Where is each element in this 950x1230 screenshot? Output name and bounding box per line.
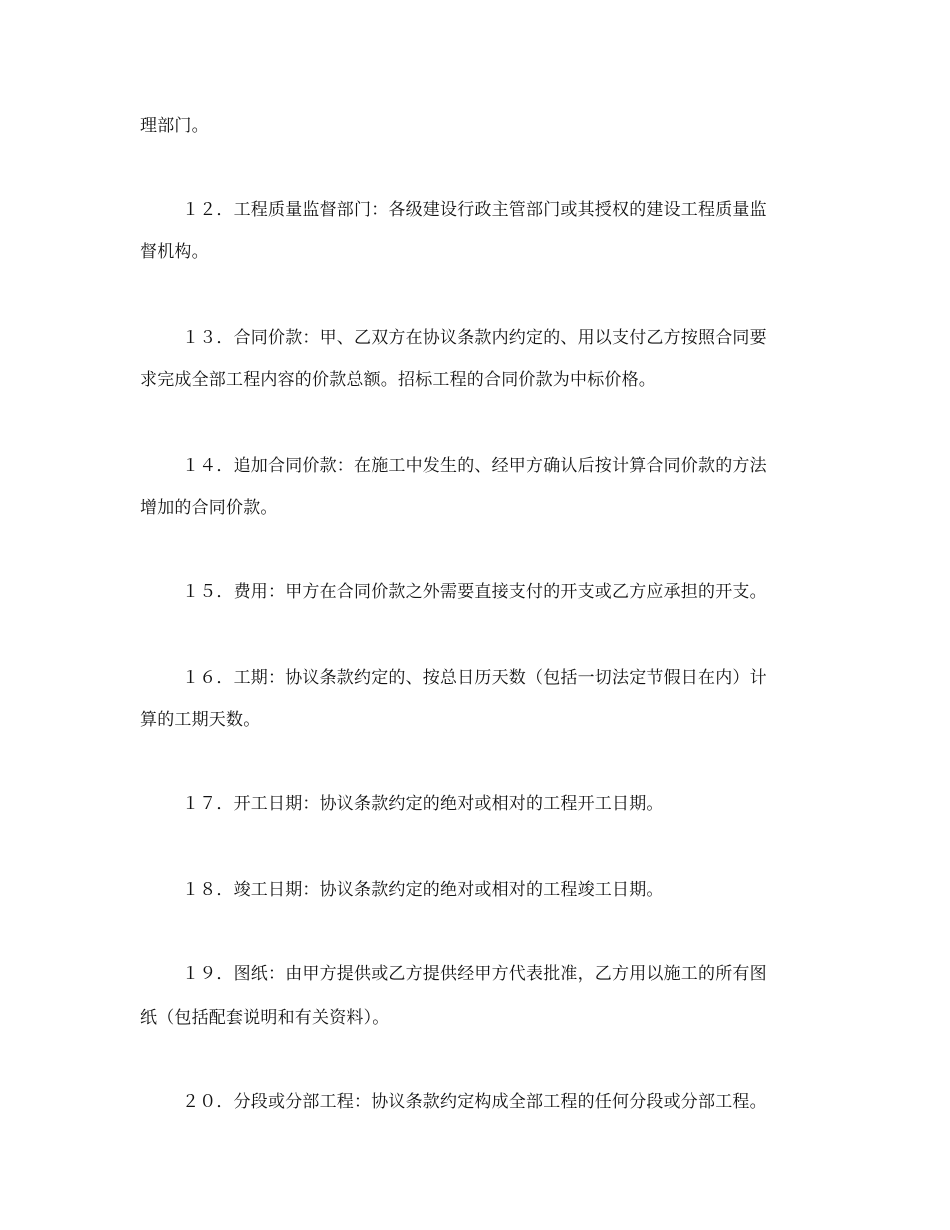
clause-16-line-1 xyxy=(182,666,832,690)
clause-text: ．追加合同价款：在施工中发生的、经甲方确认后按计算合同价款的方法 xyxy=(216,456,767,476)
clause-14-line-1 xyxy=(182,454,832,478)
clause-16-line-2: 算的工期天数。 xyxy=(140,710,261,730)
clause-19-line-2: 纸（包括配套说明和有关资料）。 xyxy=(140,1008,390,1028)
clause-17-line-1 xyxy=(182,792,832,816)
clause-text: ．图纸：由甲方提供或乙方提供经甲方代表批准，乙方用以施工的所有图 xyxy=(216,964,767,984)
clause-number: １７ xyxy=(182,794,217,814)
clause-15-line-1 xyxy=(182,580,832,604)
clause-text: ．合同价款：甲、乙双方在协议条款内约定的、用以支付乙方按照合同要 xyxy=(216,328,767,348)
clause-number: １６ xyxy=(182,668,217,688)
clause-18-line-1 xyxy=(182,878,832,902)
clause-number: １３ xyxy=(182,328,217,348)
clause-12-line-1 xyxy=(182,198,832,222)
clause-text: ．开工日期：协议条款约定的绝对或相对的工程开工日期。 xyxy=(216,794,664,814)
clause-number: １２ xyxy=(182,200,217,220)
clause-text: ．竣工日期：协议条款约定的绝对或相对的工程竣工日期。 xyxy=(216,880,664,900)
clause-number: １５ xyxy=(182,582,217,602)
clause-number: １８ xyxy=(182,880,217,900)
clause-number: ２０ xyxy=(182,1092,217,1112)
clause-13-line-2: 求完成全部工程内容的价款总额。招标工程的合同价款为中标价格。 xyxy=(140,370,656,390)
clause-12-line-2: 督机构。 xyxy=(140,242,209,262)
clause-20-line-1 xyxy=(182,1090,832,1114)
clause-text: ．工期：协议条款约定的、按总日历天数（包括一切法定节假日在内）计 xyxy=(216,668,767,688)
clause-text: ．费用：甲方在合同价款之外需要直接支付的开支或乙方应承担的开支。 xyxy=(216,582,767,602)
clause-number: １４ xyxy=(182,456,217,476)
clause-number: １９ xyxy=(182,964,217,984)
continuation-text: 理部门。 xyxy=(140,116,209,136)
clause-13-line-1 xyxy=(182,326,832,350)
clause-14-line-2: 增加的合同价款。 xyxy=(140,498,278,518)
clause-19-line-1 xyxy=(182,962,832,986)
clause-text: ．分段或分部工程：协议条款约定构成全部工程的任何分段或分部工程。 xyxy=(216,1092,767,1112)
clause-text: ．工程质量监督部门：各级建设行政主管部门或其授权的建设工程质量监 xyxy=(216,200,767,220)
